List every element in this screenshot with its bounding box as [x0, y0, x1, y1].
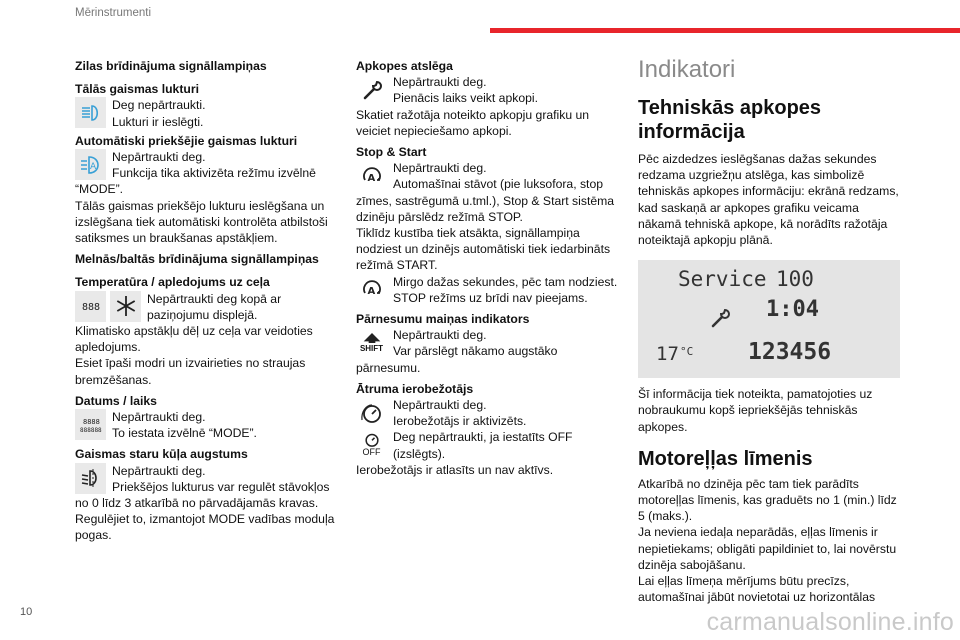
display-service-label: Service	[678, 267, 767, 292]
stopstart-blink-entry	[356, 274, 618, 306]
auto-high-line-4: Tālās gaismas priekšējo lukturu ieslēgšana un izslēgšana tiek automātiski kontrolēta atbilstoši satiksmes un braukšanas apstākļiem.	[75, 198, 328, 246]
oil-paragraph-3: Lai eļļas līmeņa mērījums būtu precīzs, automašīnai jābūt novietotai uz horizontālas	[638, 574, 876, 605]
stopstart-title: Stop & Start	[356, 145, 427, 160]
date-entry	[75, 409, 337, 441]
beam-line-2: Priekšējos lukturus var regulēt stāvokļos	[112, 479, 330, 494]
header-accent-bar	[490, 28, 960, 33]
service-display	[638, 260, 900, 378]
high-beam-line-1: Deg nepārtraukti.	[112, 98, 206, 113]
section-heading-blue: Zilas brīdinājuma signāllampiņas	[75, 59, 267, 73]
auto-high-line-3: “MODE”.	[75, 182, 124, 197]
oil-paragraph-2: Ja neviena iedaļa neparādās, eļļas līmenis ir nepietiekams; obligāti papildiniet to, lai novērstu dzinēja sabojāšanu.	[638, 525, 897, 572]
display-time: 1:04	[766, 297, 819, 323]
high-beam-line-2: Lukturi ir ieslēgti.	[112, 114, 204, 129]
column-3	[638, 56, 902, 605]
section-heading-bw: Melnās/baltās brīdinājuma signāllampiņas	[75, 252, 319, 267]
auto-high-beam-title: Automātiski priekšējie gaismas lukturi	[75, 133, 298, 148]
temp-line-1: Nepārtraukti deg kopā ar	[147, 291, 282, 306]
shift-line-3: pārnesumu.	[356, 360, 421, 375]
service-line-1: Nepārtraukti deg.	[393, 75, 487, 90]
service-title: Apkopes atslēga	[356, 59, 453, 73]
watermark: carmanualsonline.info	[706, 608, 954, 636]
running-header: Mērinstrumenti	[75, 7, 152, 19]
date-line-1: Nepārtraukti deg.	[112, 410, 206, 425]
speed-off-entry	[356, 429, 618, 461]
headlamp-level-icon	[75, 463, 106, 494]
beam-title: Gaismas staru kūļa augstums	[75, 447, 248, 462]
svg-text:8888: 8888	[82, 417, 100, 426]
beam-line-1: Nepārtraukti deg.	[112, 463, 206, 478]
svg-text:A: A	[89, 161, 96, 172]
stopstart-line-4: Tiklīdz kustība tiek atsākta, signāllampiņa nodziest un dzinējs automātiski tiek iedarbināts režīmā START.	[356, 226, 611, 273]
speed-line-3: Deg nepārtraukti, ja iestatīts OFF	[393, 430, 573, 445]
shift-icon-label: SHIFT	[359, 344, 384, 354]
display-odometer: 123456	[748, 339, 832, 366]
display-temp-unit: °C	[680, 345, 694, 359]
oil-title: Motoreļļas līmenis	[638, 447, 813, 470]
stopstart-line-2: Automašīnai stāvot (pie luksofora, stop	[393, 177, 604, 192]
high-beam-title: Tālās gaismas lukturi	[75, 82, 199, 97]
temp-line-4: Esiet īpaši modri un izvairieties no straujas bremzēšanas.	[75, 356, 306, 387]
date-title: Datums / laiks	[75, 393, 157, 408]
svg-text:888888: 888888	[79, 426, 102, 434]
speed-entry	[356, 397, 618, 429]
speed-title: Ātruma ierobežotājs	[356, 381, 474, 396]
speed-off-label: OFF	[362, 447, 381, 458]
display-wrench-icon	[708, 306, 732, 330]
beam-entry	[75, 463, 337, 495]
stopstart-line-6: STOP režīms uz brīdi nav pieejams.	[393, 290, 588, 305]
stopstart-line-5: Mirgo dažas sekundes, pēc tam nodziest.	[393, 274, 618, 289]
clock-display-icon	[75, 409, 106, 440]
display-temp: 17	[656, 343, 679, 366]
high-beam-icon	[75, 97, 106, 128]
speed-line-1: Nepārtraukti deg.	[393, 398, 487, 413]
date-line-2: To iestata izvēlnē “MODE”.	[112, 426, 257, 441]
auto-high-line-2: Funkcija tika aktivizēta režīmu izvēlnē	[112, 166, 316, 181]
wrench-icon	[356, 74, 387, 105]
stop-start-blink-icon	[356, 274, 387, 305]
snowflake-icon	[110, 291, 141, 322]
speed-limiter-icon	[356, 397, 387, 428]
temp-title: Temperatūra / apledojums uz ceļa	[75, 275, 270, 290]
shift-title: Pārnesumu maiņas indikators	[356, 312, 530, 327]
svg-text:A: A	[367, 286, 375, 298]
page-number: 10	[20, 606, 33, 618]
shift-up-icon	[356, 327, 387, 358]
temp-line-2: paziņojumu displejā.	[147, 307, 258, 322]
beam-line-3: no 0 līdz 3 atkarībā no pārvadājamās kravas.	[75, 496, 319, 511]
shift-line-1: Nepārtraukti deg.	[393, 328, 487, 343]
svg-text:888: 888	[81, 302, 100, 314]
stopstart-entry	[356, 160, 618, 192]
auto-high-beam-entry	[75, 149, 337, 181]
speed-line-5: Ierobežotājs ir atlasīts un nav aktīvs.	[356, 462, 554, 477]
auto-high-line-1: Nepārtraukti deg.	[112, 150, 206, 165]
stop-start-icon	[356, 160, 387, 191]
beam-line-4: Regulējiet to, izmantojot MODE vadības moduļa pogas.	[75, 512, 335, 543]
speed-line-4: (izslēgts).	[393, 446, 446, 461]
section-title-indikatori: Indikatori	[638, 56, 736, 83]
stopstart-line-1: Nepārtraukti deg.	[393, 161, 487, 176]
maintenance-title: Tehniskās apkopes informācija	[638, 97, 822, 143]
column-1	[75, 58, 337, 544]
speed-limiter-off-icon	[356, 429, 387, 460]
maintenance-text-2: Šī informācija tiek noteikta, pamatojoties uz nobraukumu kopš iepriekšējās tehniskās apkopes.	[638, 387, 873, 434]
road-ice-icons	[75, 291, 106, 322]
maintenance-text: Pēc aizdedzes ieslēgšanas dažas sekundes redzama uzgriežņu atslēga, kas simbolizē tehniskās apkopes informāciju: ekrānā redzams, kad saskaņā ar apkopes grafiku veicama nākamā tehniskā apkope, kā norādīts ražotāja noteiktajā apkopju plānā.	[638, 152, 899, 248]
oil-paragraph-1: Atkarībā no dzinēja pēc tam tiek parādīts motoreļļas līmenis, kas graduēts no 1 (min.) līdz 5 (maks.).	[638, 476, 897, 524]
display-service-value: 100	[776, 267, 814, 292]
high-beam-entry	[75, 97, 337, 129]
service-line-2: Pienācis laiks veikt apkopi.	[393, 91, 538, 106]
service-entry	[356, 74, 618, 106]
service-line-3: Skatiet ražotāja noteikto apkopju grafiku un veiciet nepieciešamo apkopi.	[356, 107, 590, 138]
speed-line-2: Ierobežotājs ir aktivizēts.	[393, 414, 527, 429]
stopstart-line-3: zīmes, sastrēgumā u.tml.), Stop & Start sistēma dzinēju pārslēdz režīmā STOP.	[356, 193, 615, 224]
column-2	[356, 58, 618, 478]
shift-entry	[356, 327, 618, 359]
svg-text:A: A	[367, 172, 375, 184]
auto-high-beam-icon	[75, 149, 106, 180]
shift-line-2: Var pārslēgt nākamo augstāko	[393, 344, 558, 359]
temp-line-3: Klimatisko apstākļu dēļ uz ceļa var veidoties apledojums.	[75, 324, 313, 355]
temp-entry	[75, 291, 337, 323]
